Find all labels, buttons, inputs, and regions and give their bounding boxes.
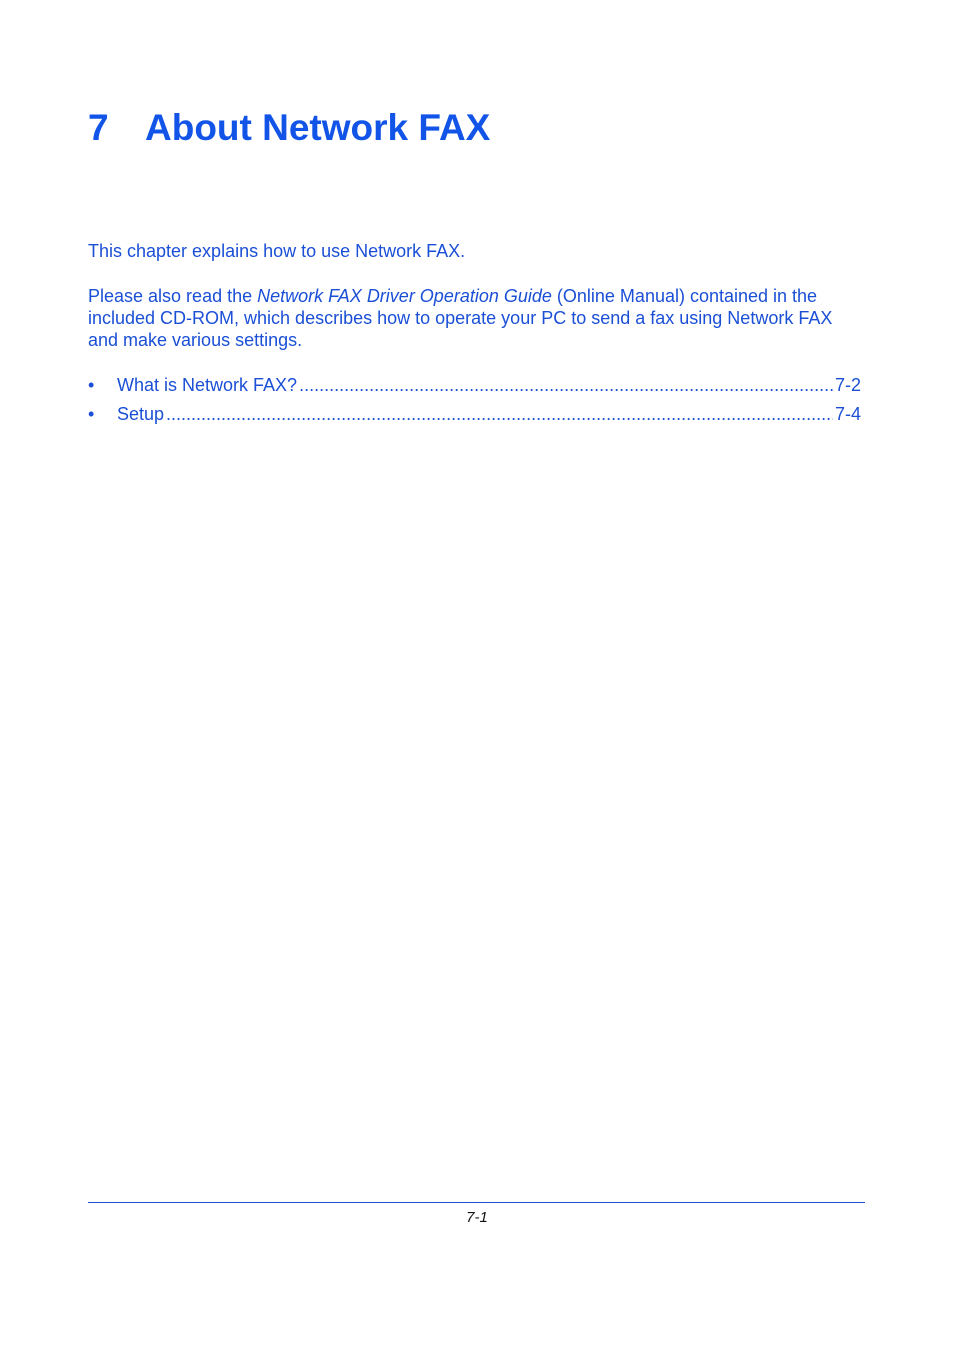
dot-leader bbox=[166, 403, 833, 425]
page-number: 7-1 bbox=[466, 1209, 488, 1226]
toc-item-page: 7-4 bbox=[834, 404, 861, 424]
bullet-icon: • bbox=[88, 375, 95, 395]
toc-item-page: 7-2 bbox=[834, 375, 861, 395]
toc-item-label: Setup bbox=[117, 404, 165, 424]
dot-leader bbox=[299, 374, 833, 396]
reference-text-before: Please also read the bbox=[88, 286, 258, 306]
bullet-icon: • bbox=[88, 404, 95, 424]
chapter-title-text: About Network FAX bbox=[145, 107, 491, 148]
toc-item-setup[interactable] bbox=[88, 403, 861, 432]
reference-paragraph bbox=[88, 285, 863, 351]
toc-item-label: What is Network FAX? bbox=[117, 375, 298, 395]
table-of-contents bbox=[88, 374, 861, 432]
intro-text: This chapter explains how to use Network FAX. bbox=[88, 241, 466, 261]
reference-text-after: (Online Manual) contained in the included CD-ROM, which describes how to operate your PC to send a fax using Network FAX and make various settings. bbox=[88, 286, 833, 350]
chapter-number: 7 bbox=[88, 107, 109, 148]
chapter-title bbox=[88, 104, 490, 152]
toc-item-what-is-network-fax[interactable] bbox=[88, 374, 861, 403]
manual-title: Network FAX Driver Operation Guide bbox=[257, 286, 552, 306]
footer-divider bbox=[88, 1202, 865, 1203]
